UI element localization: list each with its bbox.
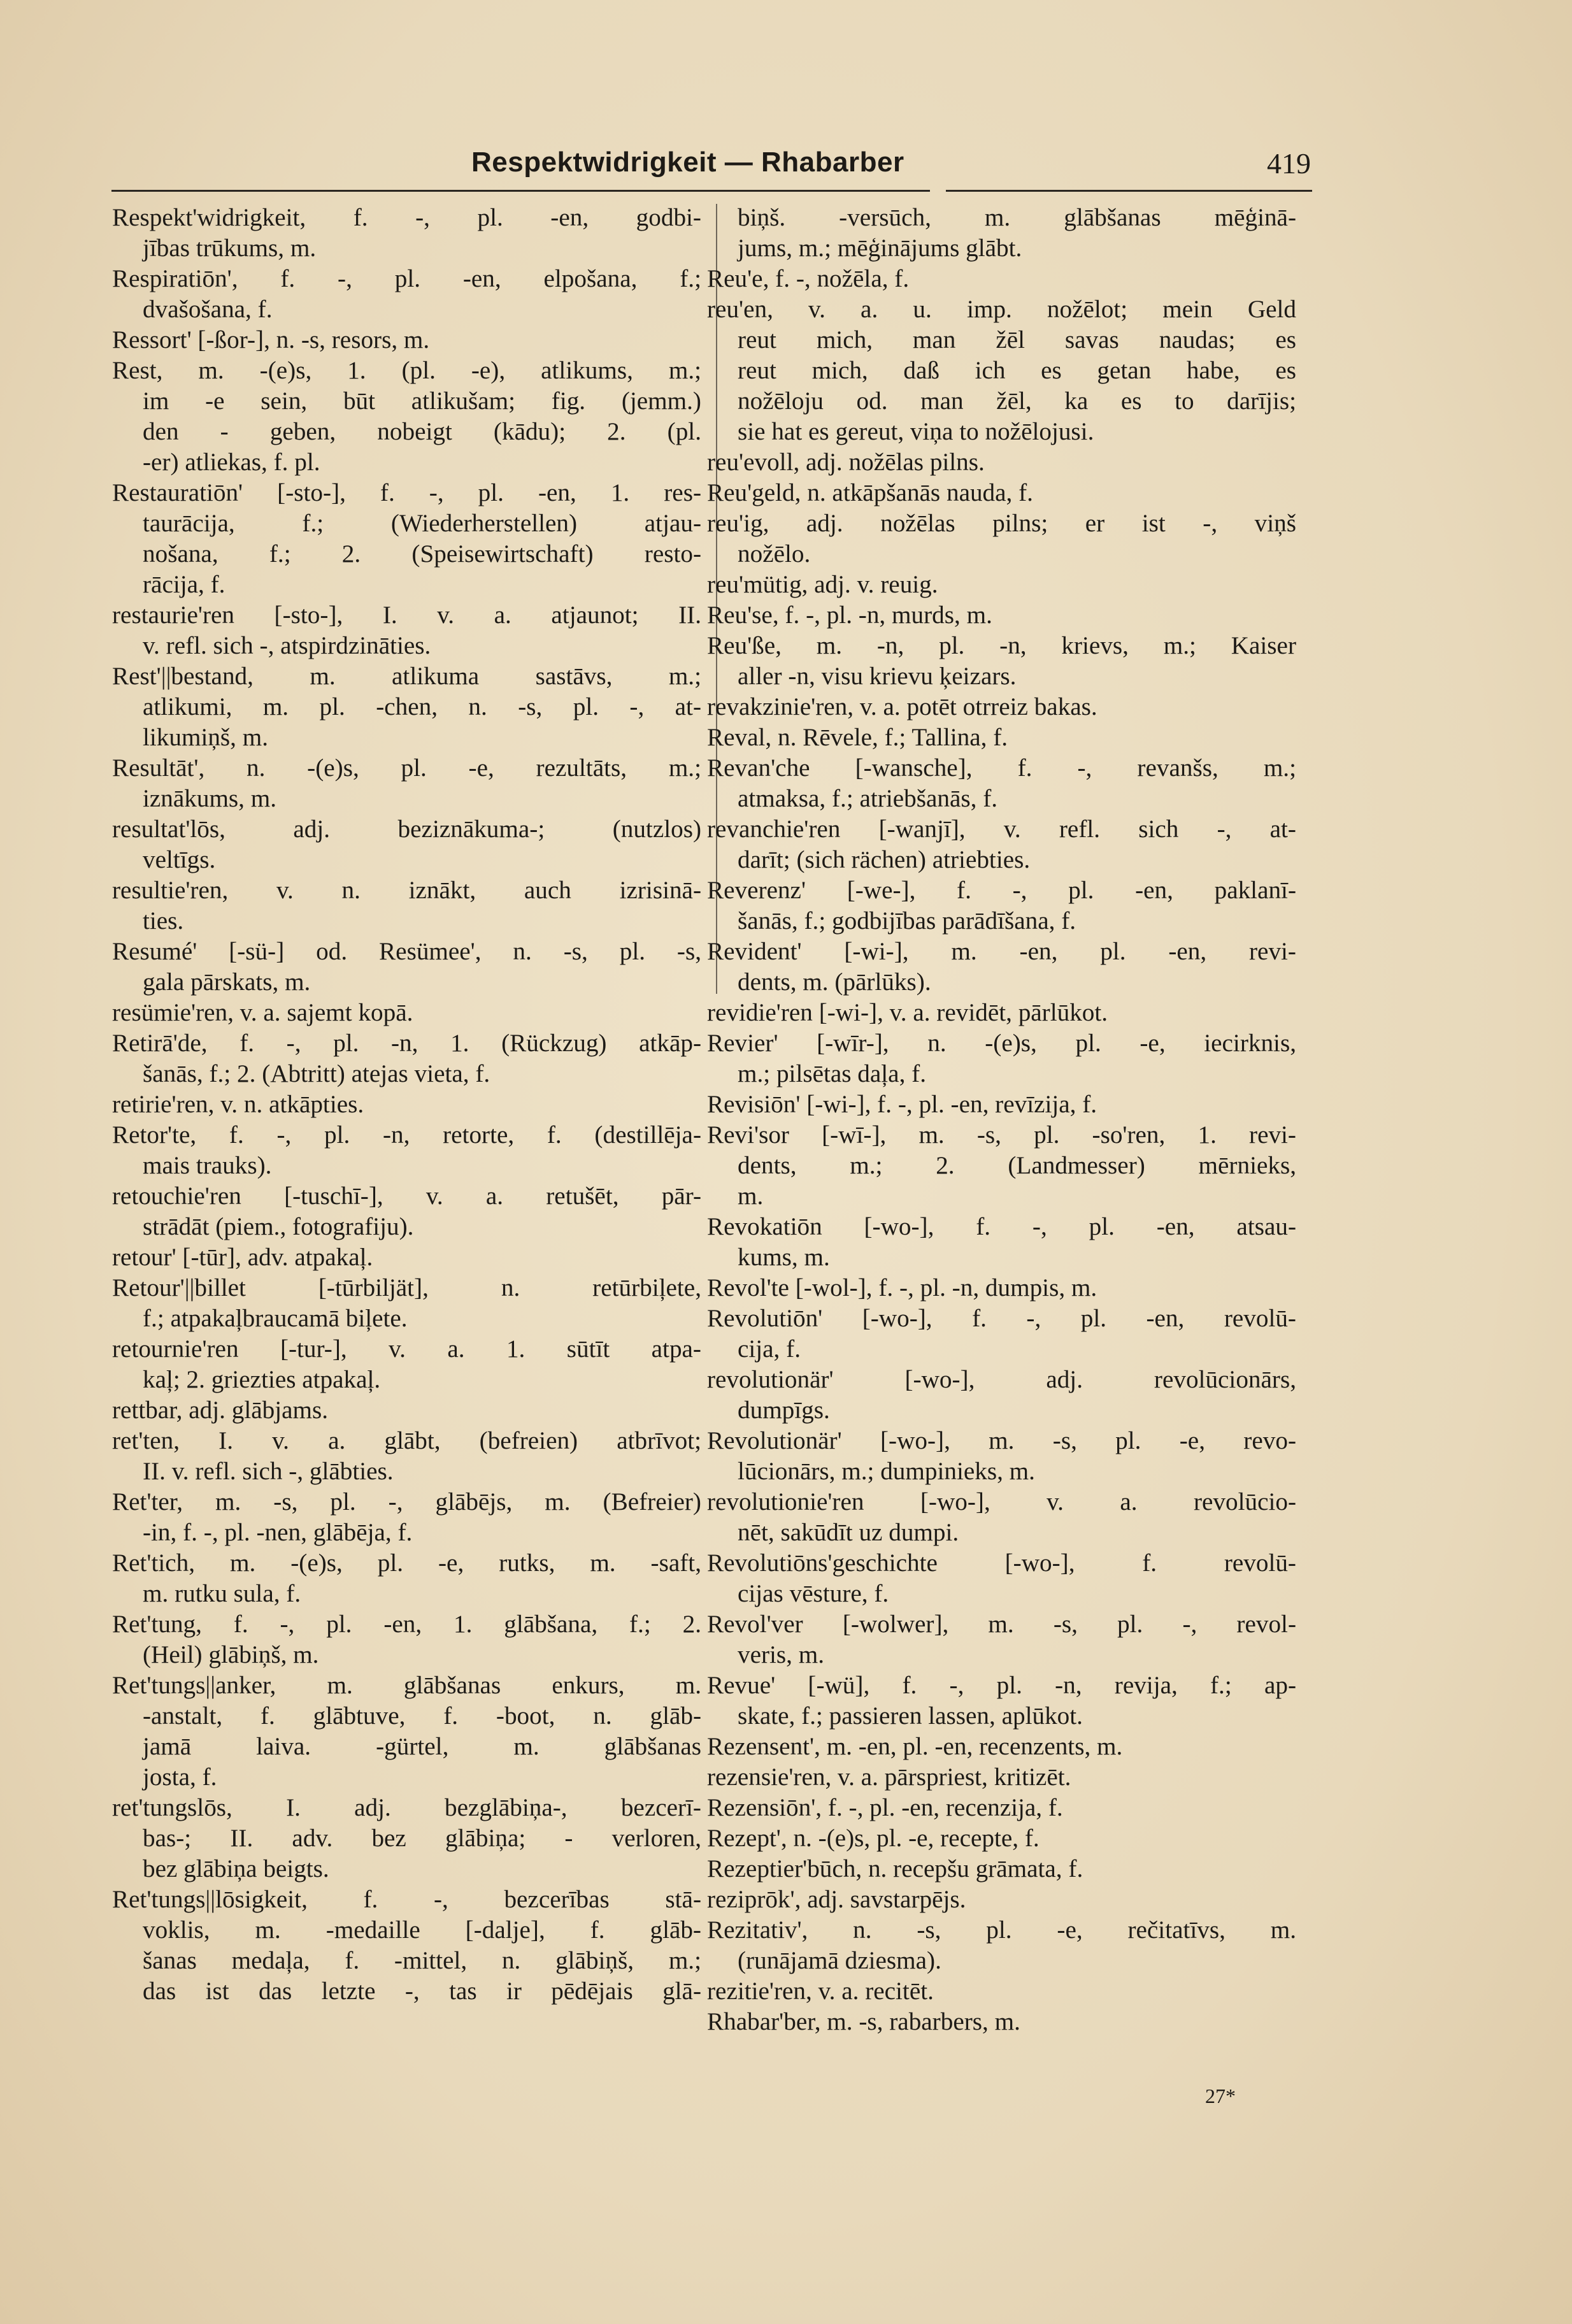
entry-line: atmaksa, f.; atriebšanās, f.	[738, 785, 998, 812]
entry-line: Reu'se, f. -, pl. -n, murds, m.	[707, 601, 992, 629]
entry-line: revolutionär' [-wo-], adj. revolūcionārs,	[707, 1366, 1296, 1393]
entry-line: nožēloju od. man žēl, ka es to darījis;	[738, 387, 1296, 415]
entry-line: taurācija, f.; (Wiederherstellen) atjau-	[143, 510, 701, 537]
entry-line: revolutionie'ren [-wo-], v. a. revolūcio-	[707, 1488, 1296, 1516]
entry-line: iznākums, m.	[143, 785, 277, 812]
entry-line: -er) atliekas, f. pl.	[143, 448, 320, 476]
entry-line: revanchie'ren [-wanjī], v. refl. sich -, at-	[707, 815, 1296, 843]
entry-line: das ist das letzte -, tas ir pēdējais glā-	[143, 1977, 701, 2005]
entry-line: voklis, m. -medaille [-dalje], f. glāb-	[143, 1916, 701, 1944]
entry-line: Reverenz' [-we-], f. -, pl. -en, paklanī-	[707, 877, 1296, 904]
entry-line: -anstalt, f. glābtuve, f. -boot, n. glāb-	[143, 1702, 701, 1730]
entry-line: veltīgs.	[143, 846, 216, 873]
entry-line: cija, f.	[738, 1335, 801, 1363]
entry-line: -in, f. -, pl. -nen, glābēja, f.	[143, 1519, 413, 1546]
entry-line: mais trauks).	[143, 1152, 272, 1179]
entry-line: II. v. refl. sich -, glābties.	[143, 1458, 394, 1485]
entry-line: likumiņš, m.	[143, 724, 269, 751]
entry-line: Rezitativ', n. -s, pl. -e, rečitatīvs, m.	[707, 1916, 1296, 1944]
entry-line: Revol'te [-wol-], f. -, pl. -n, dumpis, m.	[707, 1274, 1097, 1302]
entry-line: Rezept', n. -(e)s, pl. -e, recepte, f.	[707, 1825, 1040, 1852]
entry-line: nošana, f.; 2. (Speisewirtschaft) resto-	[143, 540, 701, 568]
entry-line: Reu'e, f. -, nožēla, f.	[707, 265, 910, 292]
entry-line: darīt; (sich rächen) atriebties.	[738, 846, 1031, 873]
entry-line: reu'ig, adj. nožēlas pilns; er ist -, viņš	[707, 510, 1296, 537]
entry-line: Resumé' [-sü-] od. Resümee', n. -s, pl. -s,	[112, 938, 701, 965]
entry-line: rezensie'ren, v. a. pārspriest, kritizēt.	[707, 1763, 1071, 1791]
entry-line: ret'ten, I. v. a. glābt, (befreien) atbrīvot;	[112, 1427, 701, 1454]
entry-line: im -e sein, būt atlikušam; fig. (jemm.)	[143, 387, 701, 415]
entry-line: kaļ; 2. griezties atpakaļ.	[143, 1366, 381, 1393]
entry-line: Revolutionär' [-wo-], m. -s, pl. -e, revo-	[707, 1427, 1296, 1454]
entry-line: revidie'ren [-wi-], v. a. revidēt, pārlūkot.	[707, 999, 1108, 1026]
entry-line: Reu'ße, m. -n, pl. -n, krievs, m.; Kaiser	[707, 632, 1296, 659]
entry-line: Rezensiōn', f. -, pl. -en, recenzija, f.	[707, 1794, 1063, 1821]
right-column	[707, 203, 1296, 2037]
entry-line: (runājamā dziesma).	[738, 1947, 941, 1974]
entry-line: dumpīgs.	[738, 1396, 830, 1424]
page-header	[111, 141, 1312, 192]
entry-line: reut mich, daß ich es getan habe, es	[738, 357, 1296, 384]
entry-line: m.	[738, 1182, 764, 1210]
entry-line: strādāt (piem., fotografiju).	[143, 1213, 414, 1240]
entry-line: Reval, n. Rēvele, f.; Tallina, f.	[707, 724, 1008, 751]
entry-line: Retirā'de, f. -, pl. -n, 1. (Rückzug) atkāp-	[112, 1029, 701, 1057]
entry-line: nēt, sakūdīt uz dumpi.	[738, 1519, 959, 1546]
entry-line: reu'evoll, adj. nožēlas pilns.	[707, 448, 985, 476]
entry-line: Revisiōn' [-wi-], f. -, pl. -en, revīzija, f.	[707, 1091, 1097, 1118]
entry-line: nožēlo.	[738, 540, 811, 568]
page-number: 419	[1267, 147, 1311, 180]
entry-line: šanās, f.; godbijības parādīšana, f.	[738, 907, 1076, 935]
entry-line: reziprōk', adj. savstarpējs.	[707, 1886, 966, 1913]
entry-line: Revi'sor [-wī-], m. -s, pl. -so'ren, 1. revi-	[707, 1121, 1296, 1149]
entry-line: šanas medaļa, f. -mittel, n. glābiņš, m.;	[143, 1947, 701, 1974]
entry-line: bas-; II. adv. bez glābiņa; - verloren,	[143, 1825, 701, 1852]
entry-line: biņš. -versūch, m. glābšanas mēģinā-	[738, 204, 1296, 231]
entry-line: jums, m.; mēģinājums glābt.	[738, 234, 1022, 262]
running-title: Respektwidrigkeit — Rhabarber	[471, 147, 904, 178]
entry-line: Revol'ver [-wolwer], m. -s, pl. -, revol-	[707, 1610, 1296, 1638]
signature-mark: 27*	[1205, 2084, 1236, 2107]
entry-line: reu'mütig, adj. v. reuig.	[707, 571, 938, 598]
entry-line: Revolutiōns'geschichte [-wo-], f. revolū-	[707, 1549, 1296, 1577]
entry-line: Rest'||bestand, m. atlikuma sastāvs, m.;	[112, 663, 701, 690]
entry-line: Ret'ter, m. -s, pl. -, glābējs, m. (Befreier)	[112, 1488, 701, 1516]
entry-line: jamā laiva. -gürtel, m. glābšanas	[143, 1733, 701, 1760]
entry-line: Rezensent', m. -en, pl. -en, recenzents, m.	[707, 1733, 1123, 1760]
entry-line: Revident' [-wi-], m. -en, pl. -en, revi-	[707, 938, 1296, 965]
entry-line: Revier' [-wīr-], n. -(e)s, pl. -e, iecirknis,	[707, 1029, 1296, 1057]
entry-line: cijas vēsture, f.	[738, 1580, 889, 1607]
header-rule-left	[111, 190, 930, 192]
entry-line: Revue' [-wü], f. -, pl. -n, revija, f.; ap-	[707, 1672, 1296, 1699]
entry-line: skate, f.; passieren lassen, aplūkot.	[738, 1702, 1083, 1730]
entry-line: rettbar, adj. glābjams.	[112, 1396, 329, 1424]
entry-line: Respiratiōn', f. -, pl. -en, elpošana, f.;	[112, 265, 701, 292]
entry-line: retournie'ren [-tur-], v. a. 1. sūtīt atpa-	[112, 1335, 701, 1363]
entry-line: Respekt'widrigkeit, f. -, pl. -en, godbi-	[112, 204, 701, 231]
entry-line: resultie'ren, v. n. iznākt, auch izrisinā-	[112, 877, 701, 904]
entry-line: Revolutiōn' [-wo-], f. -, pl. -en, revolū-	[707, 1305, 1296, 1332]
entry-line: Resultāt', n. -(e)s, pl. -e, rezultāts, m.;	[112, 754, 701, 782]
entry-line: restaurie'ren [-sto-], I. v. a. atjaunot; II.	[112, 601, 701, 629]
entry-line: dents, m.; 2. (Landmesser) mērnieks,	[738, 1152, 1296, 1179]
entry-line: reu'en, v. a. u. imp. nožēlot; mein Geld	[707, 296, 1296, 323]
entry-line: josta, f.	[143, 1763, 217, 1791]
entry-line: revakzinie'ren, v. a. potēt otrreiz bakas.	[707, 693, 1097, 721]
entry-line: kums, m.	[738, 1244, 830, 1271]
entry-line: gala pārskats, m.	[143, 968, 311, 996]
entry-line: retour' [-tūr], adv. atpakaļ.	[112, 1244, 373, 1271]
entry-line: rezitie'ren, v. a. recitēt.	[707, 1977, 934, 2005]
entry-line: den - geben, nobeigt (kādu); 2. (pl.	[143, 418, 701, 445]
entry-line: resümie'ren, v. a. sajemt kopā.	[112, 999, 413, 1026]
entry-line: Ressort' [-ßor-], n. -s, resors, m.	[112, 326, 430, 354]
entry-line: Retour'||billet [-tūrbiljät], n. retūrbiļete,	[112, 1274, 701, 1302]
entry-line: Rezeptier'būch, n. recepšu grāmata, f.	[707, 1855, 1083, 1883]
entry-line: m. rutku sula, f.	[143, 1580, 301, 1607]
entry-line: m.; pilsētas daļa, f.	[738, 1060, 927, 1087]
entry-line: Ret'tungs||anker, m. glābšanas enkurs, m.	[112, 1672, 701, 1699]
entry-line: f.; atpakaļbraucamā biļete.	[143, 1305, 408, 1332]
entry-line: dents, m. (pārlūks).	[738, 968, 931, 996]
entry-line: v. refl. sich -, atspirdzināties.	[143, 632, 431, 659]
entry-line: (Heil) glābiņš, m.	[143, 1641, 319, 1668]
entry-line: Rest, m. -(e)s, 1. (pl. -e), atlikums, m.;	[112, 357, 701, 384]
entry-line: bez glābiņa beigts.	[143, 1855, 329, 1883]
entry-line: Revan'che [-wansche], f. -, revanšs, m.;	[707, 754, 1296, 782]
left-column	[112, 203, 701, 2007]
entry-line: atlikumi, m. pl. -chen, n. -s, pl. -, at-	[143, 693, 701, 721]
entry-line: veris, m.	[738, 1641, 825, 1668]
entry-line: šanās, f.; 2. (Abtritt) atejas vieta, f.	[143, 1060, 490, 1087]
entry-line: Retor'te, f. -, pl. -n, retorte, f. (destillēja-	[112, 1121, 701, 1149]
entry-line: lūcionārs, m.; dumpinieks, m.	[738, 1458, 1035, 1485]
entry-line: Restauratiōn' [-sto-], f. -, pl. -en, 1. res-	[112, 479, 701, 506]
entry-line: reut mich, man žēl savas naudas; es	[738, 326, 1296, 354]
entry-line: dvašošana, f.	[143, 296, 273, 323]
entry-line: Ret'tungs||lōsigkeit, f. -, bezcerības stā-	[112, 1886, 701, 1913]
entry-line: Ret'tich, m. -(e)s, pl. -e, rutks, m. -saft,	[112, 1549, 701, 1577]
entry-line: aller -n, visu krievu ķeizars.	[738, 663, 1017, 690]
entry-line: retouchie'ren [-tuschī-], v. a. retušēt, pār-	[112, 1182, 701, 1210]
entry-line: resultat'lōs, adj. beziznākuma-; (nutzlos)	[112, 815, 701, 843]
entry-line: retirie'ren, v. n. atkāpties.	[112, 1091, 364, 1118]
entry-line: Rhabar'ber, m. -s, rabarbers, m.	[707, 2008, 1020, 2035]
entry-line: ties.	[143, 907, 184, 935]
header-rule-right	[946, 190, 1312, 192]
entry-line: jības trūkums, m.	[143, 234, 317, 262]
entry-line: Revokatiōn [-wo-], f. -, pl. -en, atsau-	[707, 1213, 1296, 1240]
entry-line: ret'tungslōs, I. adj. bezglābiņa-, bezcerī-	[112, 1794, 701, 1821]
entry-line: Reu'geld, n. atkāpšanās nauda, f.	[707, 479, 1033, 506]
entry-line: rācija, f.	[143, 571, 225, 598]
entry-line: Ret'tung, f. -, pl. -en, 1. glābšana, f.; 2.	[112, 1610, 701, 1638]
entry-line: sie hat es gereut, viņa to nožēlojusi.	[738, 418, 1094, 445]
